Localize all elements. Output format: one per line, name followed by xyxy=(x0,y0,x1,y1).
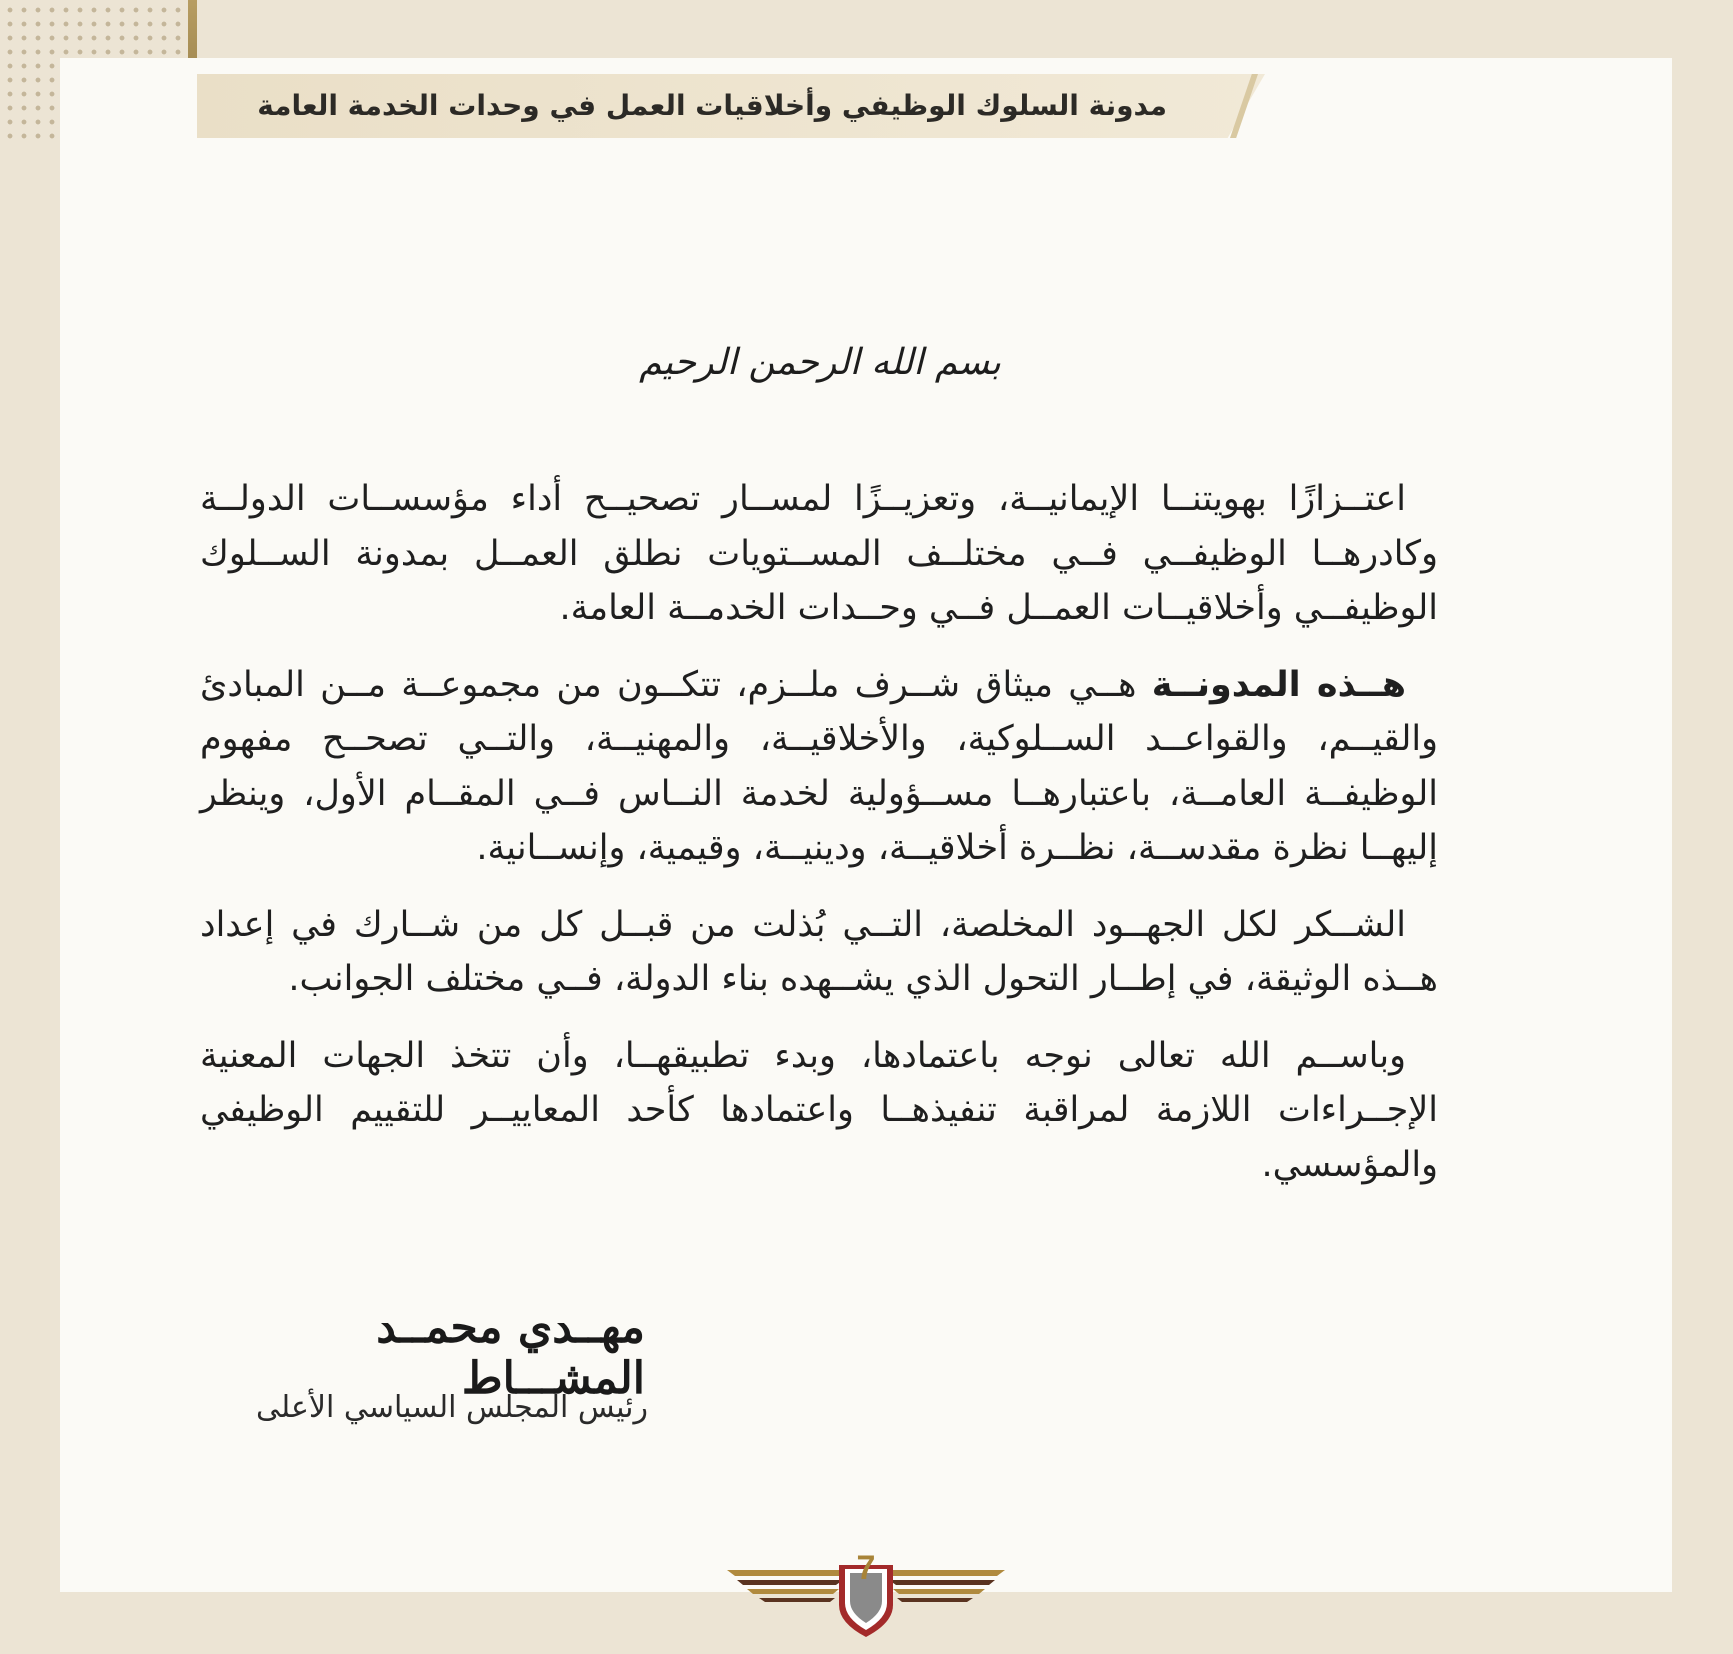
paragraph-3: الشــكر لكل الجهــود المخلصة، التــي بُذلت من قبــل كل من شــارك في إعداد هــذه الوثيقة، في إطــار التحول الذي يشــهده بناء الدولة، فــي مختلف الجوانب. xyxy=(200,904,1438,999)
paragraph-2-rest: هــي ميثاق شــرف ملــزم، تتكــون من مجموعــة مــن المبادئ والقيــم، والقواعــد الســلوكية، والأخلاقيــة، والمهنيــة، والتــي تصحــح مفهوم الوظيفــة العامــة، باعتبارهــا مســؤولية لخدمة النــاس فــي المقــام الأول، وينظر إليهــا نظرة مقدســة، نظــرة أخلاقيــة، ودينيــة، وقيمية، وإنســانية. xyxy=(200,664,1438,868)
signature-name: مهــدي محمــد المشـــاط xyxy=(376,1302,645,1404)
paragraph-2-lead: هــذه المدونــة xyxy=(1151,664,1406,705)
page-header-title: مدونة السلوك الوظيفي وأخلاقيات العمل في وحدات الخدمة العامة xyxy=(257,89,1167,122)
basmala-text: بسم الله الرحمن الرحيم xyxy=(639,341,1001,383)
paragraph-4: وباســم الله تعالى نوجه باعتمادها، وبدء تطبيقهــا، وأن تتخذ الجهات المعنية الإجــراءات اللازمة لمراقبة تنفيذهــا واعتمادها كأحد المعاييــر للتقييم الوظيفي والمؤسسي. xyxy=(200,1035,1438,1185)
signature-title: رئيس المجلس السياسي الأعلى xyxy=(256,1390,648,1425)
body-text xyxy=(200,472,1438,1214)
basmala-calligraphy xyxy=(620,312,1020,412)
paragraph-2 xyxy=(200,658,1438,876)
paragraph-1: اعتــزازًا بهويتنــا الإيمانيــة، وتعزيــزًا لمســار تصحيــح أداء مؤسســات الدولــة وكادرهــا الوظيفــي فــي مختلــف المســتويات نطلق العمــل بمدونة الســلوك الوظيفــي وأخلاقيــات العمــل فــي وحــدات الخدمــة العامة. xyxy=(200,479,1438,628)
page-number: 7 xyxy=(856,1549,876,1587)
